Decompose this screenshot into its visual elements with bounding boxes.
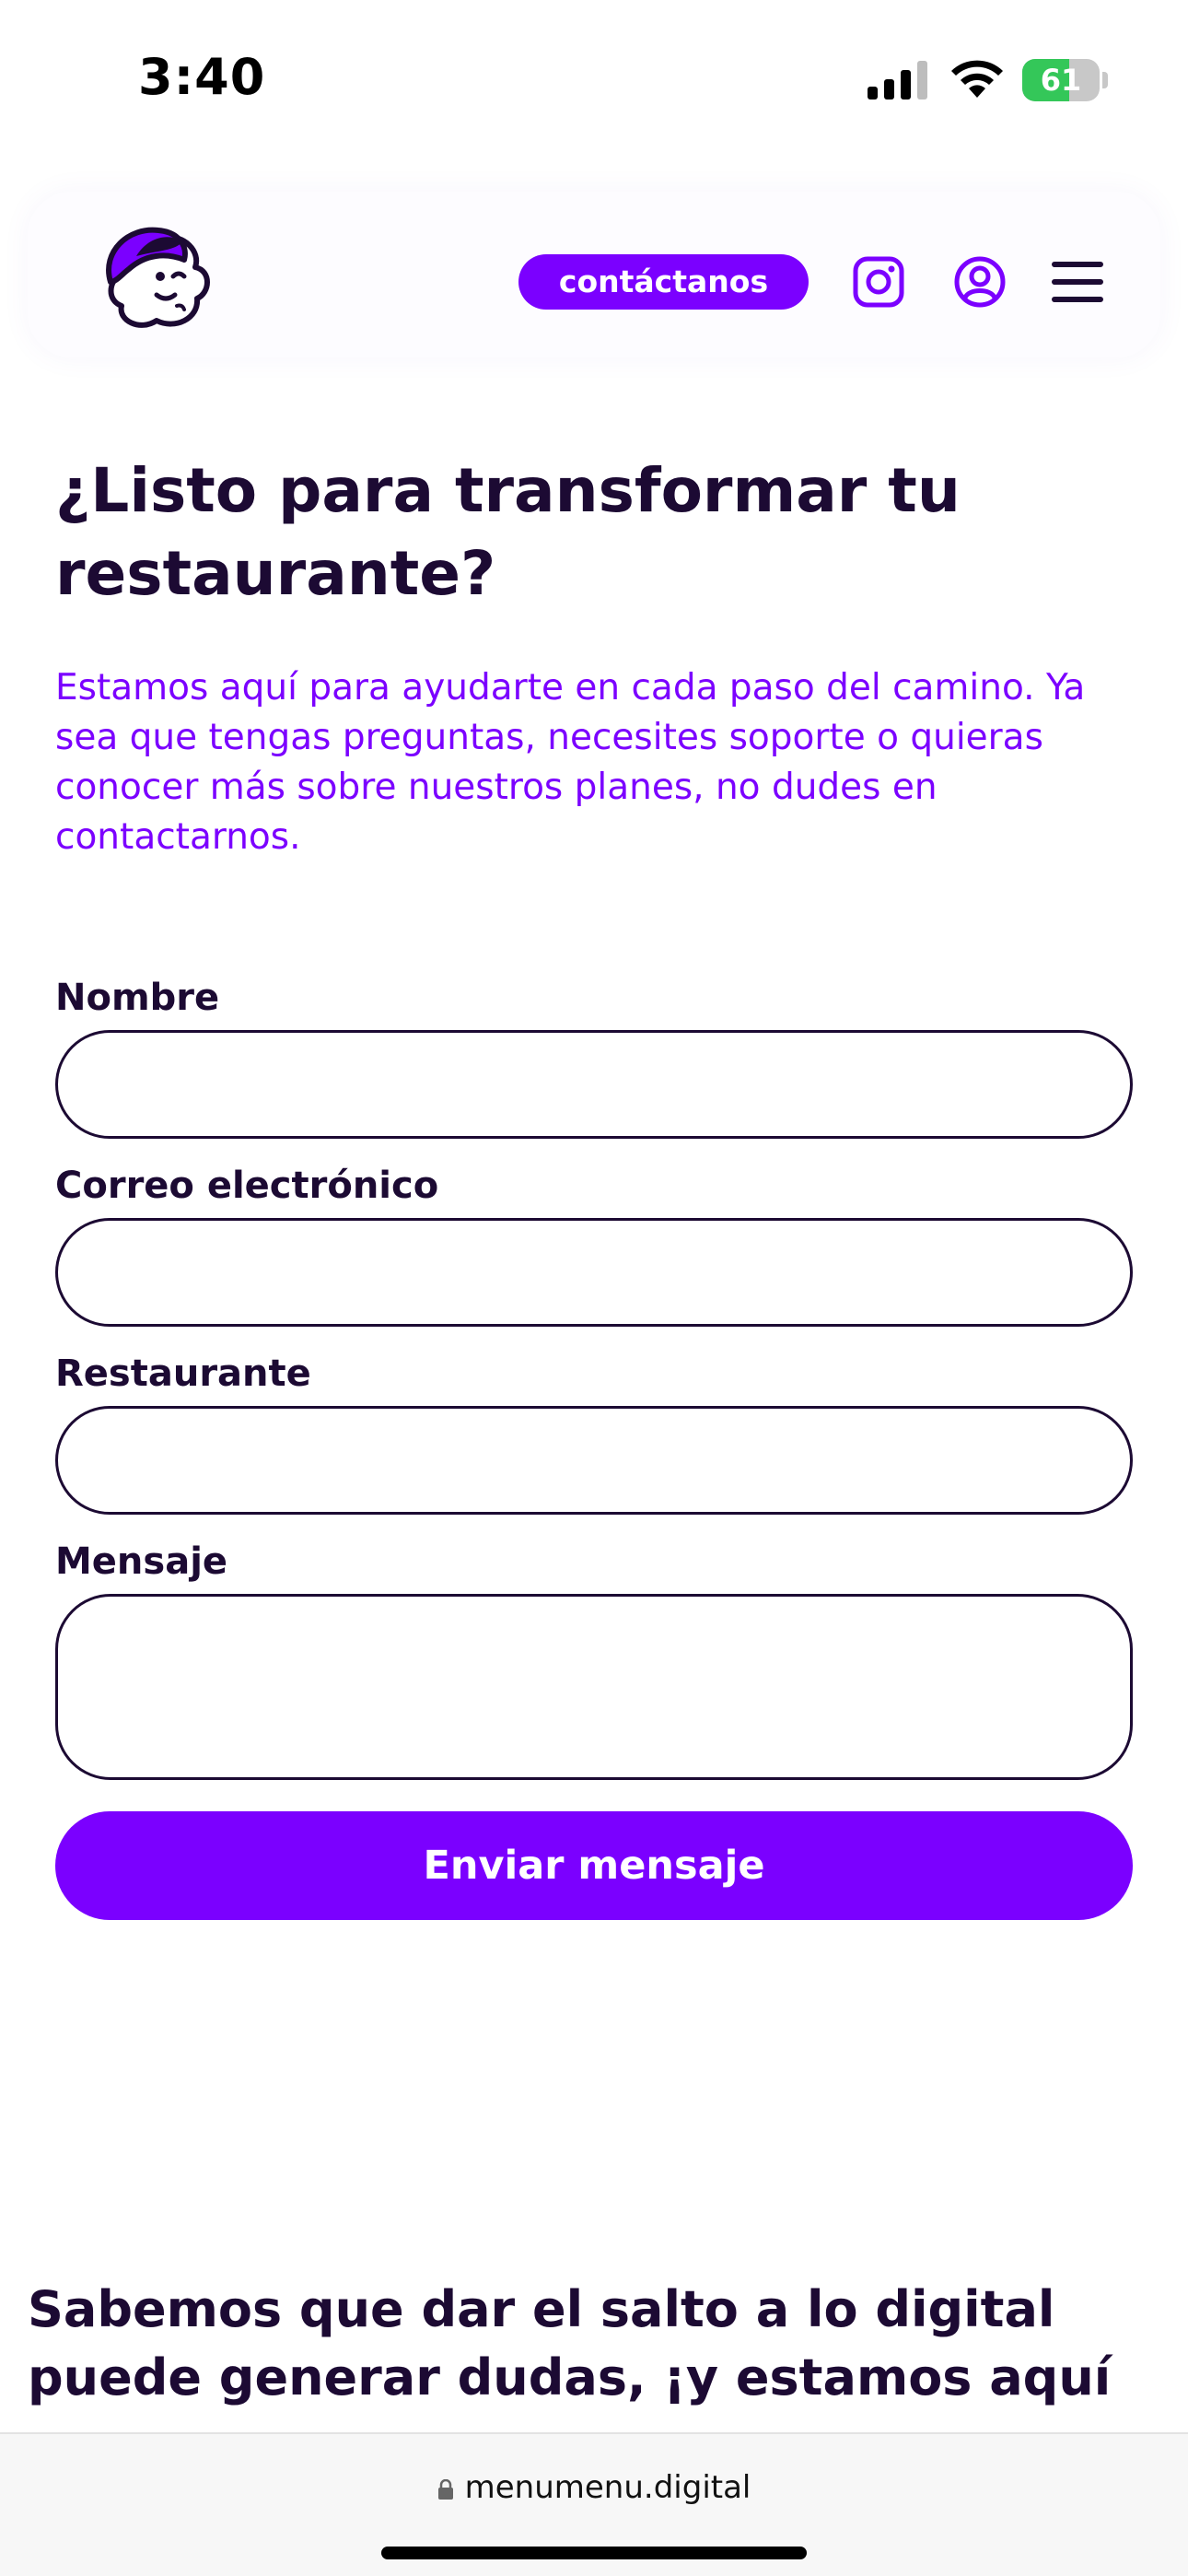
name-input[interactable] (55, 1030, 1133, 1139)
hamburger-menu-icon[interactable] (1050, 254, 1105, 310)
lock-icon (437, 2479, 454, 2500)
status-time: 3:40 (138, 48, 266, 106)
battery-icon (1022, 59, 1107, 101)
url-text: menumenu.digital (464, 2469, 751, 2506)
contact-button[interactable]: contáctanos (518, 254, 809, 310)
intro-text: Estamos aquí para ayudarte en cada paso del camino. Ya sea que tengas preguntas, necesites soporte o quieras conocer más sobre nuestros planes, no dudes en contactarnos. (55, 667, 1086, 858)
home-indicator[interactable] (381, 2547, 807, 2559)
send-message-button[interactable]: Enviar mensaje (55, 1811, 1133, 1920)
wifi-icon (949, 57, 1006, 100)
name-label: Nombre (55, 977, 220, 1019)
site-header (28, 192, 1160, 357)
page-title: ¿Listo para transformar tu restaurante? (55, 455, 961, 609)
browser-address-bar[interactable] (0, 2432, 1188, 2576)
message-textarea[interactable] (55, 1594, 1133, 1780)
message-label: Mensaje (55, 1540, 228, 1583)
status-bar (0, 0, 1188, 157)
cellular-signal-icon (868, 61, 928, 100)
restaurant-input[interactable] (55, 1406, 1133, 1515)
restaurant-label: Restaurante (55, 1352, 311, 1395)
mascot-logo[interactable] (92, 210, 221, 339)
battery-percent: 61 (1040, 63, 1082, 98)
user-account-icon[interactable] (952, 254, 1007, 310)
instagram-icon[interactable] (851, 254, 906, 310)
email-label: Correo electrónico (55, 1165, 439, 1207)
url-display[interactable] (0, 2469, 1188, 2506)
section-heading: Sabemos que dar el salto a lo digital puede generar dudas, ¡y estamos aquí (28, 2280, 1112, 2406)
email-input[interactable] (55, 1218, 1133, 1327)
